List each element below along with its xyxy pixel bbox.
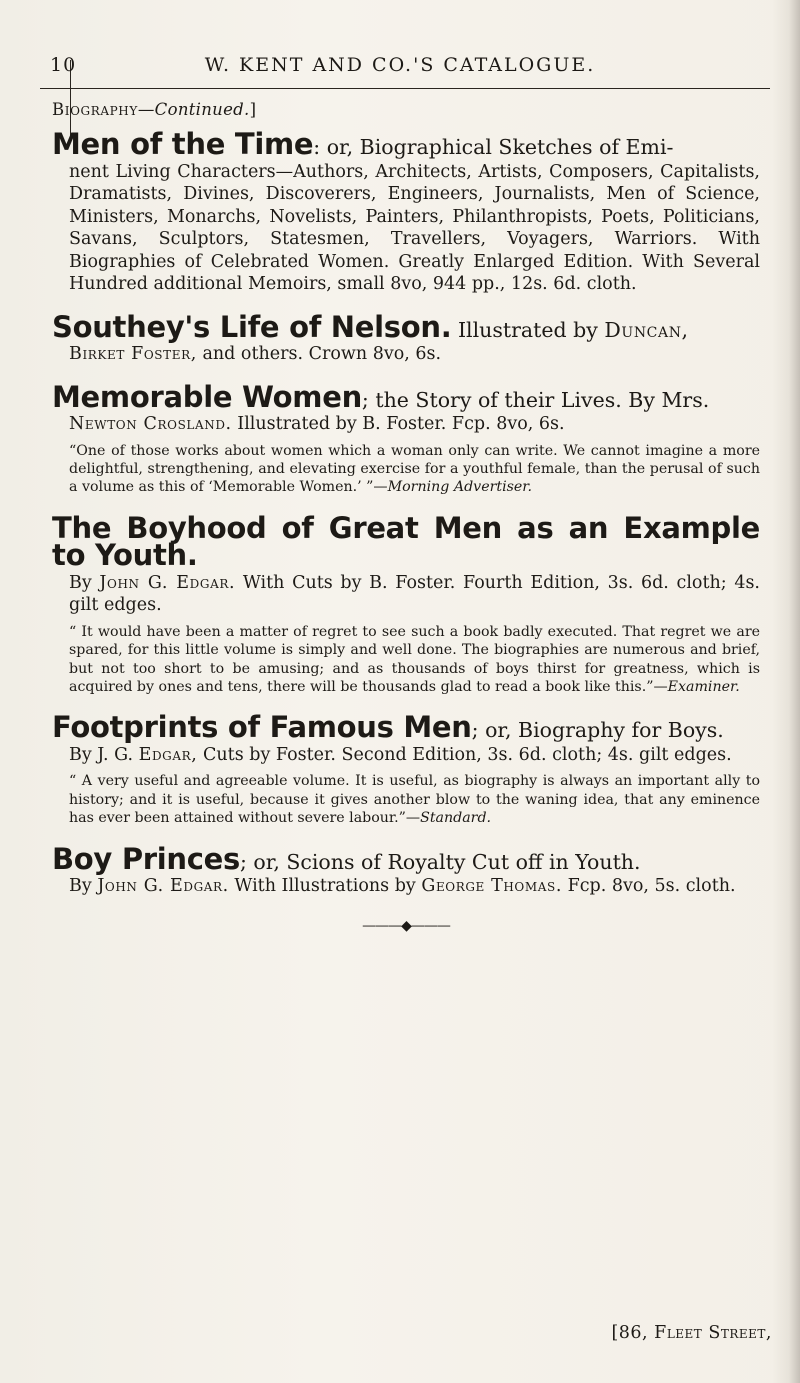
entry-price: Fcp. 8vo, 5s. cloth.	[562, 876, 736, 897]
page-header	[32, 44, 768, 88]
entry-subtitle: ; the Story of their Lives. By Mrs.	[361, 387, 710, 412]
section-bracket: ]	[249, 100, 257, 119]
entry-title: Memorable Women	[52, 379, 362, 414]
entry-description	[52, 875, 760, 898]
entry-details: With Illustrations by	[228, 876, 422, 897]
entry-title: The Boyhood of Great Men as an Example to Youth.	[52, 510, 760, 573]
page-number: 10	[50, 54, 77, 76]
quote-text: “One of those works about women which a woman only can write. We cannot imagine a more delightful, strengthening, and elevating exercise for a youthful female, than the perusal of such a volume as this of ‘Memorable Women.’ ”—	[69, 442, 760, 496]
quote-text: “ A very useful and agreeable volume. It is useful, as biography is always an important ally to history; and it is useful, because it gives another blow to the waning idea, that any eminence has ever been attained without severe labour.”—	[69, 773, 760, 827]
catalogue-entry-boyhood-of-great-men	[52, 510, 760, 697]
quote-source: Morning Advertiser.	[387, 479, 533, 496]
section-label	[52, 100, 760, 119]
entry-details: Illustrated by B. Foster. Fcp. 8vo, 6s.	[231, 414, 565, 434]
by-label: By	[69, 572, 100, 593]
section-continued: —Continued.	[137, 100, 250, 119]
entry-subtitle: ; or, Biography for Boys.	[471, 718, 724, 743]
entry-title: Footprints of Famous Men	[52, 710, 472, 745]
entry-description	[52, 413, 760, 436]
by-label: By J. G.	[69, 744, 139, 765]
illustrator-name: Birket Foster,	[69, 344, 197, 364]
review-quote	[52, 442, 760, 497]
entry-description: nent Living Characters—Authors, Architects, Artists, Composers, Capitalists, Dramatists, Divines, Discoverers, Engineers, Journalists, Men of Science, Ministers, Monarchs, Novelists, Painters, Philanthropists, Poets, Politicians, Savans, Sculptors, Statesmen, Travellers, Voyagers, Warriors. With Biographies of Celebrated Women. Greatly Enlarged Edition. With Several Hundred additional Memoirs, small 8vo, 944 pp., 12s. 6d. cloth.	[69, 161, 760, 294]
ornament-divider: ———◆———	[362, 917, 450, 934]
entry-details: and others. Crown 8vo, 6s.	[196, 344, 442, 364]
catalogue-entry-boy-princes	[52, 841, 760, 898]
footer-address: [86, Fleet Street,	[611, 1323, 772, 1343]
illustrator-name: George Thomas.	[421, 876, 562, 897]
review-quote	[52, 623, 760, 697]
catalogue-entry-men-of-the-time	[52, 127, 760, 296]
entry-subtitle: ; or, Scions of Royalty Cut off in Youth.	[240, 849, 641, 874]
quote-source: Examiner.	[667, 678, 740, 695]
by-label: By	[69, 876, 98, 897]
entry-description	[52, 343, 760, 366]
entry-title: Boy Princes	[52, 841, 240, 876]
entry-description	[52, 744, 760, 767]
catalogue-entry-memorable-women	[52, 379, 760, 497]
running-head: W. KENT AND CO.'S CATALOGUE.	[204, 54, 596, 76]
entry-description	[52, 572, 760, 617]
section-name: Biography	[52, 100, 138, 119]
entry-details: Cuts by Foster. Second Edition, 3s. 6d. cloth; 4s. gilt edges.	[197, 744, 732, 765]
header-rule	[40, 88, 770, 89]
author-name: John G. Edgar.	[97, 876, 229, 897]
entry-subtitle: Illustrated by	[451, 317, 605, 342]
entry-details: With Cuts by B. Foster. Fourth Edition, 3s. 6d. cloth; 4s. gilt edges.	[69, 572, 760, 616]
author-name: Edgar,	[138, 744, 198, 765]
entry-title: Southey's Life of Nelson.	[52, 309, 452, 344]
review-quote	[52, 772, 760, 827]
author-name: John G. Edgar.	[99, 572, 236, 593]
quote-text: “ It would have been a matter of regret to see such a book badly executed. That regret we are spared, for this little volume is simply and well done. The biographies are numerous and brief, but not too short to be amusing; and as thousands of boys thirst for greatness, which is acquired by ones and tens, there will be thousands glad to read a book like this.”—	[69, 623, 760, 695]
author-name: Newton Crosland.	[69, 414, 232, 434]
entry-title: Men of the Time	[52, 127, 314, 161]
page-edge-shadow	[772, 0, 800, 1383]
entry-subtitle: : or, Biographical Sketches of Emi-	[313, 135, 674, 159]
illustrator-name: Duncan,	[604, 317, 689, 342]
quote-source: Standard.	[420, 810, 492, 827]
catalogue-entry-life-of-nelson	[52, 309, 760, 366]
catalogue-content	[52, 100, 760, 934]
catalogue-entry-footprints-of-famous-men	[52, 710, 760, 827]
